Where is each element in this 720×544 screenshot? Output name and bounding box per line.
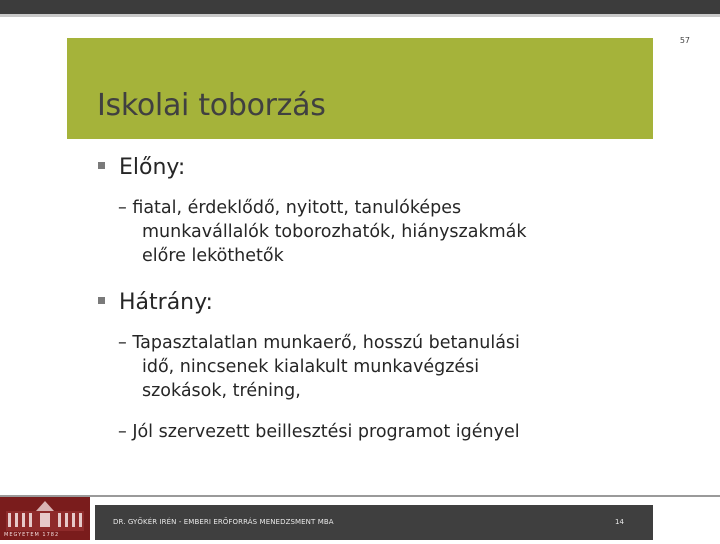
- square-bullet-icon: [98, 297, 105, 304]
- sub-item-disadvantage-2: [118, 420, 520, 444]
- bullet-advantage: [98, 155, 185, 180]
- university-logo: [0, 497, 90, 540]
- sub-item-advantage: [118, 196, 527, 268]
- bullet-label: Hátrány:: [119, 290, 213, 315]
- footer-page-number: 14: [615, 518, 624, 526]
- slide-number-top: 57: [679, 36, 690, 45]
- footer-author: DR. GYŐKÉR IRÉN - EMBERI ERŐFORRÁS MENEDZSMENT MBA: [113, 518, 334, 526]
- sub-item-disadvantage-1: [118, 331, 520, 403]
- sub-line: – Tapasztalatlan munkaerő, hosszú betanulási: [118, 333, 520, 353]
- bullet-label: Előny:: [119, 155, 186, 180]
- sub-line: – fiatal, érdeklődő, nyitott, tanulóképes: [118, 198, 462, 218]
- bullet-disadvantage: [98, 290, 213, 315]
- sub-line: munkavállalók toborozhatók, hiányszakmák: [142, 222, 527, 242]
- slide-title: Iskolai toborzás: [97, 88, 326, 123]
- sub-line: szokások, tréning,: [142, 381, 301, 401]
- top-stripe: [0, 0, 720, 14]
- square-bullet-icon: [98, 162, 105, 169]
- sub-line: – Jól szervezett beillesztési programot igényel: [118, 422, 520, 442]
- sub-line: idő, nincsenek kialakult munkavégzési: [142, 357, 480, 377]
- top-stripe-light: [0, 14, 720, 17]
- sub-line: előre leköthetők: [142, 246, 284, 266]
- logo-text: MEGYETEM 1782: [4, 532, 60, 538]
